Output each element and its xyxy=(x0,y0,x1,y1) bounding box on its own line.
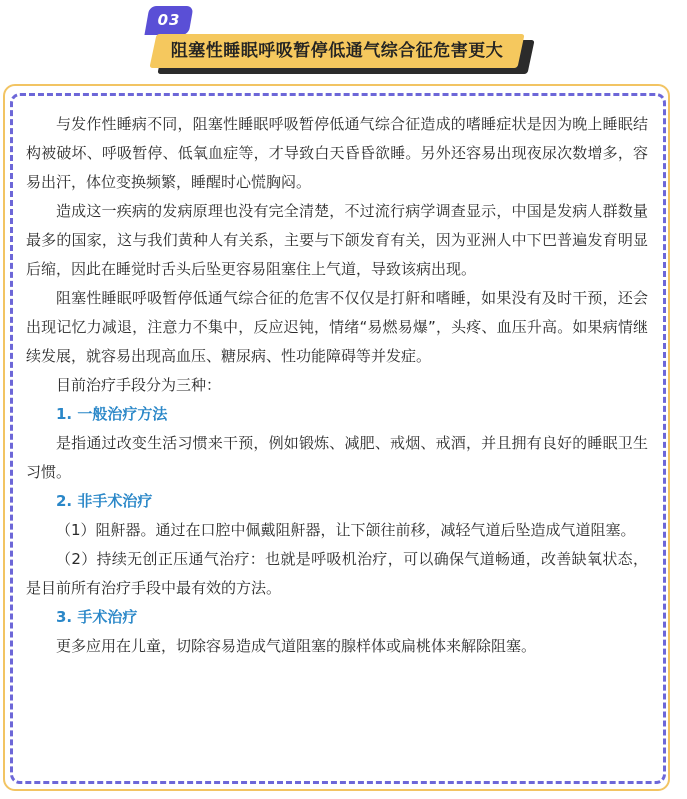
heading-surgical: 3. 手术治疗 xyxy=(56,608,138,626)
paragraph-difference: 与发作性睡病不同，阻塞性睡眠呼吸暂停低通气综合征造成的嗜睡症状是因为晚上睡眠结构被破坏、呼吸暂停、低氧血症等，才导致白天昏昏欲睡。另外还容易出现夜尿次数增多，容易出汗，体位变换频繁，睡醒时心慌胸闷。 xyxy=(26,115,648,191)
section-number: 03 xyxy=(157,11,181,29)
paragraph-harm: 阻塞性睡眠呼吸暂停低通气综合征的危害不仅仅是打鼾和嗜睡，如果没有及时干预，还会出现记忆力减退，注意力不集中，反应迟钝，情绪“易燃易爆”，头疼、血压升高。如果病情继续发展，就容易出现高血压、糖尿病、性功能障碍等并发症。 xyxy=(26,289,648,365)
section-title: 阻塞性睡眠呼吸暂停低通气综合征危害更大 xyxy=(170,41,504,61)
paragraph-cpap: （2）持续无创正压通气治疗：也就是呼吸机治疗，可以确保气道畅通，改善缺氧状态，是目前所有治疗手段中最有效的方法。 xyxy=(26,550,648,597)
article-body xyxy=(26,110,648,661)
heading-general-treatment: 1. 一般治疗方法 xyxy=(56,405,168,423)
heading-non-surgical: 2. 非手术治疗 xyxy=(56,492,153,510)
paragraph-surgical: 更多应用在儿童，切除容易造成气道阻塞的腺样体或扁桃体来解除阻塞。 xyxy=(56,637,537,655)
paragraph-snore-device: （1）阻鼾器。通过在口腔中佩戴阻鼾器，让下颌往前移，减轻气道后坠造成气道阻塞。 xyxy=(56,521,636,539)
paragraph-treatment-intro: 目前治疗手段分为三种： xyxy=(56,376,222,394)
section-number-badge xyxy=(144,6,193,35)
paragraph-general-treatment: 是指通过改变生活习惯来干预，例如锻炼、减肥、戒烟、戒酒，并且拥有良好的睡眠卫生习惯。 xyxy=(26,434,648,481)
paragraph-cause: 造成这一疾病的发病原理也没有完全清楚，不过流行病学调查显示，中国是发病人群数量最多的国家，这与我们黄种人有关系，主要与下颌发育有关，因为亚洲人中下巴普遍发育明显后缩，因此在睡觉时舌头后坠更容易阻塞住上气道，导致该病出现。 xyxy=(26,202,648,278)
